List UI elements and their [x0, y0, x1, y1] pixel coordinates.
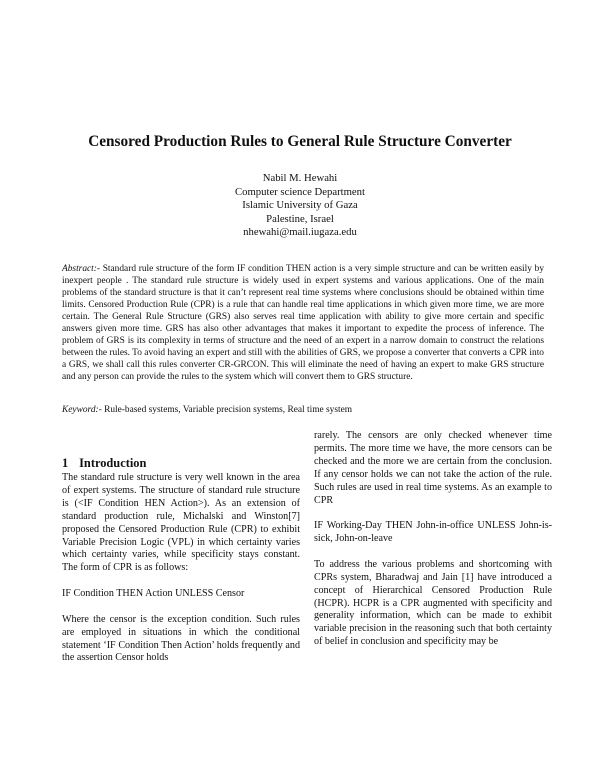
intro-paragraph-1: The standard rule structure is very well known in the area of expert systems. The structure of standard rule structure is (<IF Condition HEN Action>). As an extension of standard production rule, Michalski and Winston[7] proposed the Censored Production Rule (CPR) to exhibit Variable Precision Logic (VPL) in which certainty varies which certainty varies, while specificity stays constant. The form of CPR is as follows: — [62, 472, 300, 574]
intro-paragraph-3: rarely. The censors are only checked whenever time permits. The more time we have, the more censors can be checked and the more we are certain from the conclusion. If any censor holds we can not take the action of the rule. Such rules are used in real time systems. As an example to CPR — [314, 430, 552, 506]
author-department: Computer science Department — [235, 185, 365, 198]
keywords — [62, 404, 544, 416]
section-heading — [62, 456, 300, 471]
author-location: Palestine, Israel — [266, 212, 334, 225]
right-column — [314, 430, 552, 662]
abstract-text: Standard rule structure of the form IF condition THEN action is a very simple structure and can be written easily by inexpert people . The standard rule structure is widely used in expert systems and various applications. One of the main problems of the standard structure is that it can’t represent real time systems where conclusions should be obtained within time limits. Censored Production Rule (CPR) is a rule that can handle real time applications in which given more time, we are more certain. The General Rule Structure (GRS) also serves real time application with ability to give more certain and specific answers given more time. GRS has also other advantages that makes it important to expedite the process of inference. The problem of GRS is its complexity in terms of structure and the need of an expert in a narrow domain to construct the relations between the rules. To avoid having an expert and still with the abilities of GRS, we propose a converter that converts a CPR into a GRS, we shall call this rules converter CR-GRCON. This will eliminate the need of having an expert to make GRS structure and any person can provide the rules to the system which will convert them to GRS structure. — [62, 264, 545, 383]
abstract-label: Abstract:- — [62, 264, 101, 274]
cpr-rule-form: IF Condition THEN Action UNLESS Censor — [62, 588, 245, 600]
keywords-label: Keyword:- — [62, 405, 102, 415]
author-block — [0, 172, 600, 240]
cpr-example: IF Working-Day THEN John-in-office UNLESS John-is-sick, John-on-leave — [314, 520, 552, 545]
section-title: Introduction — [79, 456, 147, 470]
keywords-text: Rule-based systems, Variable precision systems, Real time system — [104, 405, 353, 415]
author-university: Islamic University of Gaza — [242, 199, 358, 212]
intro-paragraph-2: Where the censor is the exception condition. Such rules are employed in situations in which the conditional statement ‘IF Condition Then Action’ holds frequently and the assertion Censor holds — [62, 613, 300, 664]
paper-title: Censored Production Rules to General Rule Structure Converter — [88, 133, 512, 150]
intro-paragraph-4: To address the various problems and shortcoming with CPRs system, Bharadwaj and Jain [1] have introduced a concept of Hierarchical Censored Production Rule (HCPR). HCPR is a CPR augmented with specificity and generality information, which can be made to exhibit variable precision in the reasoning such that both certainty of belief in conclusion and specificity may be — [314, 558, 552, 648]
author-email: nhewahi@mail.iugaza.edu — [243, 226, 357, 239]
section-number: 1 — [62, 456, 69, 470]
author-name: Nabil M. Hewahi — [262, 172, 338, 184]
left-column — [62, 456, 300, 678]
abstract — [62, 263, 544, 383]
